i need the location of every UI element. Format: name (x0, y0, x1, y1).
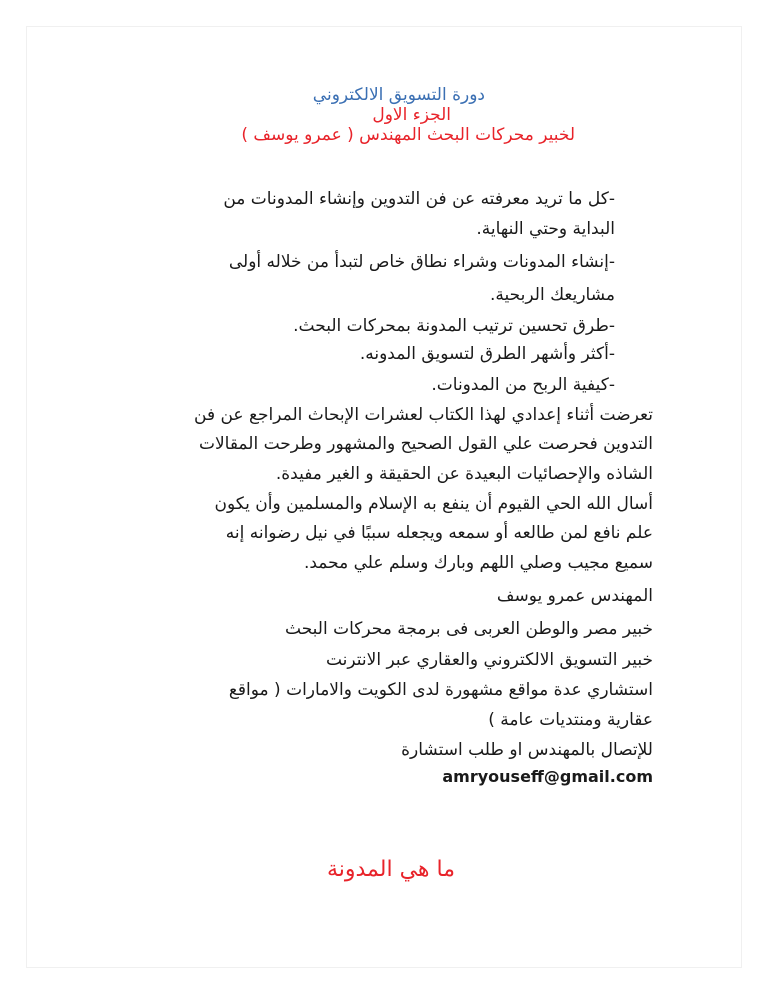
part-label: الجزء الاول (372, 105, 451, 125)
bullet-line: -إنشاء المدونات وشراء نطاق خاص لتبدأ من خلاله أولى (228, 252, 615, 272)
bullet-line: -كيفية الربح من المدونات. (431, 375, 615, 395)
signature-line: خبير مصر والوطن العربى فى برمجة محركات البحث (285, 619, 653, 639)
body-line: أسال الله الحي القيوم أن ينفع به الإسلام والمسلمين وأن يكون (214, 494, 653, 514)
author-line: لخبير محركات البحث المهندس ( عمرو يوسف ) (241, 125, 575, 145)
signature-line: المهندس عمرو يوسف (496, 586, 653, 606)
course-title: دورة التسويق الالكتروني (312, 85, 485, 105)
section-heading: ما هي المدونة (326, 857, 455, 882)
body-line: علم نافع لمن طالعه أو سمعه ويجعله سببًا في نيل رضوانه إنه (225, 523, 653, 543)
signature-line: عقارية ومنتديات عامة ) (488, 710, 653, 730)
signature-line: خبير التسويق الالكتروني والعقاري عبر الانترنت (325, 650, 653, 670)
bullet-line: مشاريعك الربحية. (490, 285, 615, 305)
bullet-line: -كل ما تريد معرفته عن فن التدوين وإنشاء المدونات من (223, 189, 615, 209)
body-line: التدوين فحرصت علي القول الصحيح والمشهور وطرحت المقالات (198, 434, 653, 454)
signature-line: للإتصال بالمهندس او طلب استشارة (401, 740, 653, 760)
signature-line: استشاري عدة مواقع مشهورة لدى الكويت والامارات ( مواقع (228, 680, 653, 700)
email-link[interactable]: amryouseff@gmail.com (442, 767, 653, 786)
body-line: سميع مجيب وصلي اللهم وبارك وسلم علي محمد. (303, 553, 653, 573)
bullet-line: -طرق تحسين ترتيب المدونة بمحركات البحث. (293, 316, 615, 336)
body-line: تعرضت أثناء إعدادي لهذا الكتاب لعشرات الإبحاث المراجع عن فن (194, 405, 653, 425)
bullet-line: -أكثر وأشهر الطرق لتسويق المدونه. (359, 344, 615, 364)
body-line: الشاذه والإحصائيات البعيدة عن الحقيقة و الغير مفيدة. (275, 464, 653, 484)
bullet-line: البداية وحتي النهاية. (476, 219, 615, 239)
